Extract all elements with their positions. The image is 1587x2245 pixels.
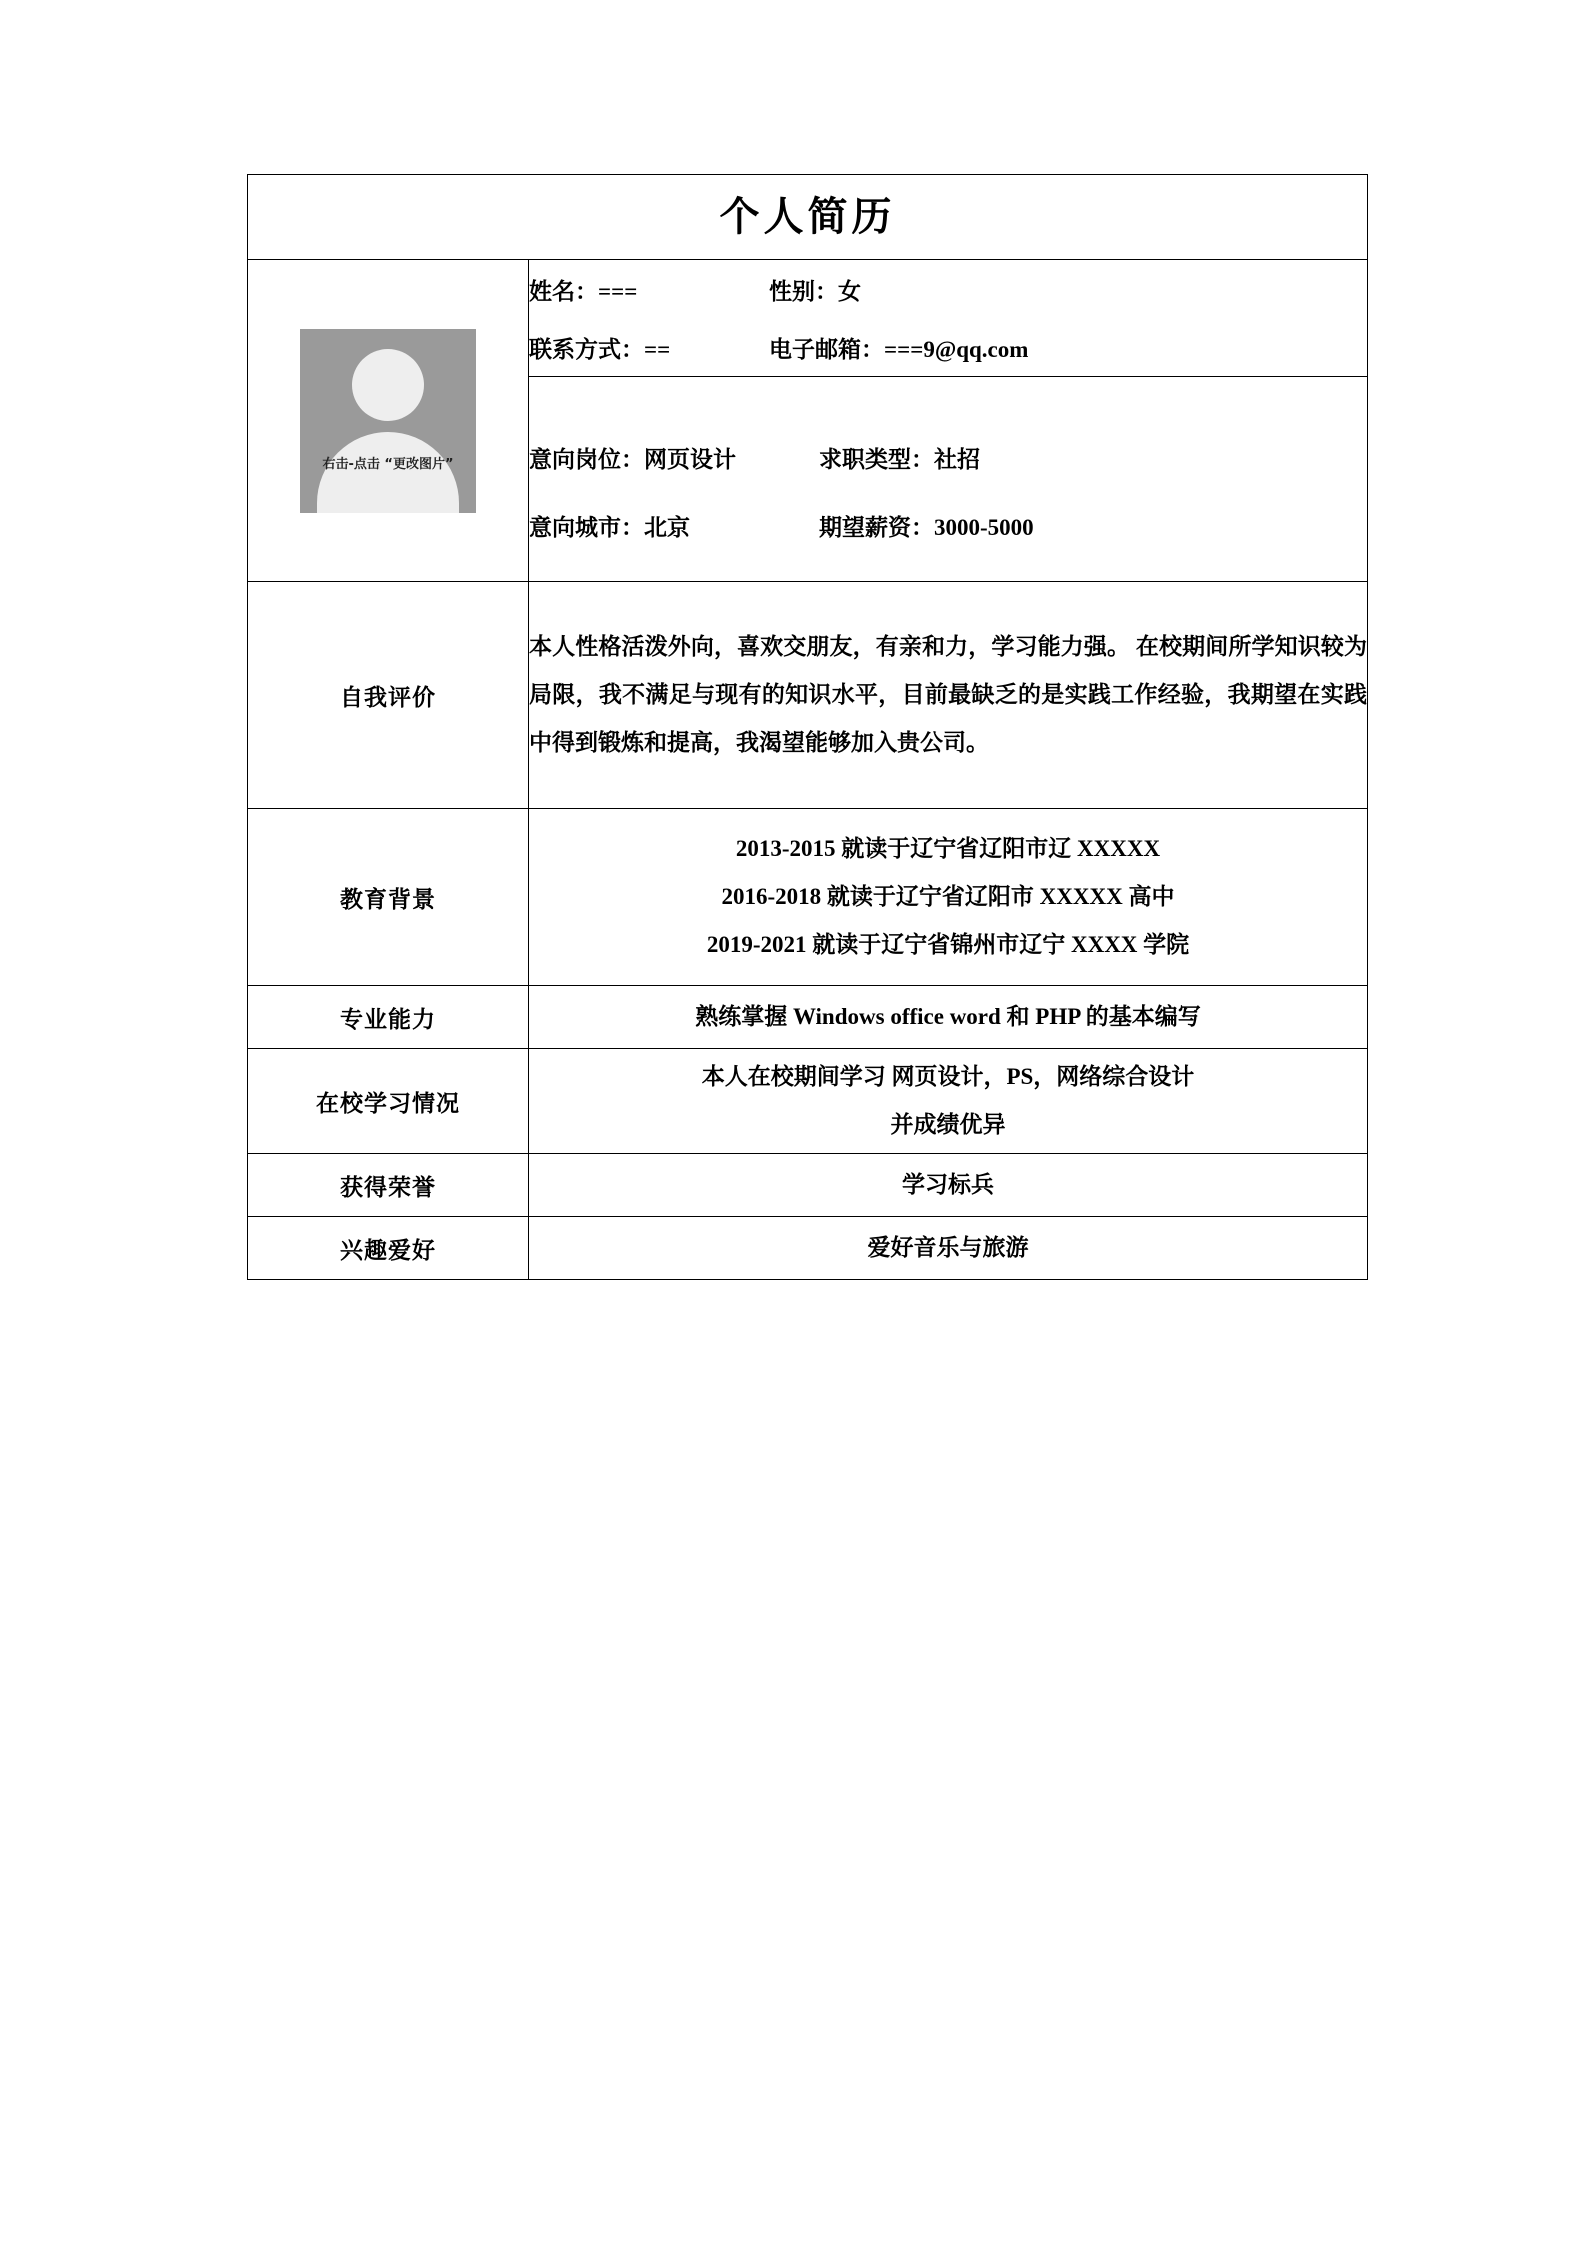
- professional-skills-row: [248, 986, 1368, 1049]
- hobbies-content: [529, 1217, 1368, 1280]
- gender-label: 性别：: [769, 278, 838, 304]
- honors-content: [529, 1154, 1368, 1217]
- position-field: [529, 441, 819, 474]
- avatar-head-icon: [352, 349, 424, 421]
- jobtype-field: [819, 441, 1367, 474]
- job-intention-cell: [529, 377, 1368, 582]
- salary-value: 3000-5000: [934, 514, 1034, 540]
- jobtype-value: 社招: [934, 446, 980, 472]
- school-study-row: [248, 1049, 1368, 1154]
- salary-label: 期望薪资：: [819, 514, 934, 540]
- name-contact-cell: [529, 260, 1368, 377]
- section-label-school-study: 在校学习情况: [248, 1049, 529, 1154]
- city-label: 意向城市：: [529, 514, 644, 540]
- jobtype-label: 求职类型：: [819, 446, 934, 472]
- honors-line: 学习标兵: [902, 1172, 994, 1197]
- page-title: 个人简历: [719, 194, 896, 239]
- salary-field: [819, 509, 1367, 542]
- name-value: ===: [598, 278, 638, 304]
- contact-email-line: [529, 318, 1367, 376]
- city-value: 北京: [644, 514, 690, 540]
- position-label: 意向岗位：: [529, 446, 644, 472]
- photo-hint-text: 右击-点击 “更改图片”: [322, 456, 454, 472]
- section-label-hobbies: 兴趣爱好: [248, 1217, 529, 1280]
- avatar-body-icon: [317, 432, 459, 513]
- education-line: 2016-2018 就读于辽宁省辽阳市 XXXXX 高中: [721, 884, 1175, 909]
- contact-label: 联系方式：: [529, 336, 644, 362]
- email-label: 电子邮箱：: [769, 336, 884, 362]
- section-label-education: 教育背景: [248, 809, 529, 986]
- position-jobtype-line: [529, 400, 1367, 492]
- contact-field: [529, 331, 769, 364]
- title-cell: [248, 175, 1368, 260]
- contact-value: ==: [644, 336, 671, 362]
- section-label-honors: 获得荣誉: [248, 1154, 529, 1217]
- photo-placeholder[interactable]: [300, 329, 476, 513]
- position-value: 网页设计: [644, 446, 736, 472]
- section-label-professional-skills: 专业能力: [248, 986, 529, 1049]
- professional-skills-content: [529, 986, 1368, 1049]
- education-row: [248, 809, 1368, 986]
- hobbies-line: 爱好音乐与旅游: [867, 1235, 1029, 1260]
- education-line: 2019-2021 就读于辽宁省锦州市辽宁 XXXX 学院: [706, 932, 1190, 957]
- education-content: [529, 809, 1368, 986]
- school-study-line: 本人在校期间学习 网页设计，PS，网络综合设计: [701, 1064, 1195, 1089]
- gender-value: 女: [838, 278, 861, 304]
- city-salary-line: [529, 492, 1367, 558]
- name-label: 姓名：: [529, 278, 598, 304]
- name-gender-line: [529, 260, 1367, 318]
- photo-cell[interactable]: [248, 260, 529, 582]
- resume-table: [247, 174, 1368, 1280]
- name-field: [529, 273, 769, 306]
- self-evaluation-text: 本人性格活泼外向，喜欢交朋友，有亲和力，学习能力强。 在校期间所学知识较为局限，我不满足与现有的知识水平，目前最缺乏的是实践工作经验，我期望在实践中得到锻炼和提高，我渴望能够加入贵公司。: [529, 582, 1368, 809]
- gender-field: [769, 273, 1367, 306]
- school-study-content: [529, 1049, 1368, 1154]
- email-field: [769, 331, 1367, 364]
- self-evaluation-row: [248, 582, 1368, 809]
- hobbies-row: [248, 1217, 1368, 1280]
- personal-info-row: [248, 260, 1368, 377]
- professional-skills-line: 熟练掌握 Windows office word 和 PHP 的基本编写: [695, 1004, 1201, 1029]
- city-field: [529, 509, 819, 542]
- honors-row: [248, 1154, 1368, 1217]
- title-row: [248, 175, 1368, 260]
- email-value: ===9@qq.com: [884, 336, 1029, 362]
- education-line: 2013-2015 就读于辽宁省辽阳市辽 XXXXX: [735, 836, 1161, 861]
- section-label-self-evaluation: 自我评价: [248, 582, 529, 809]
- school-study-line: 并成绩优异: [890, 1112, 1006, 1137]
